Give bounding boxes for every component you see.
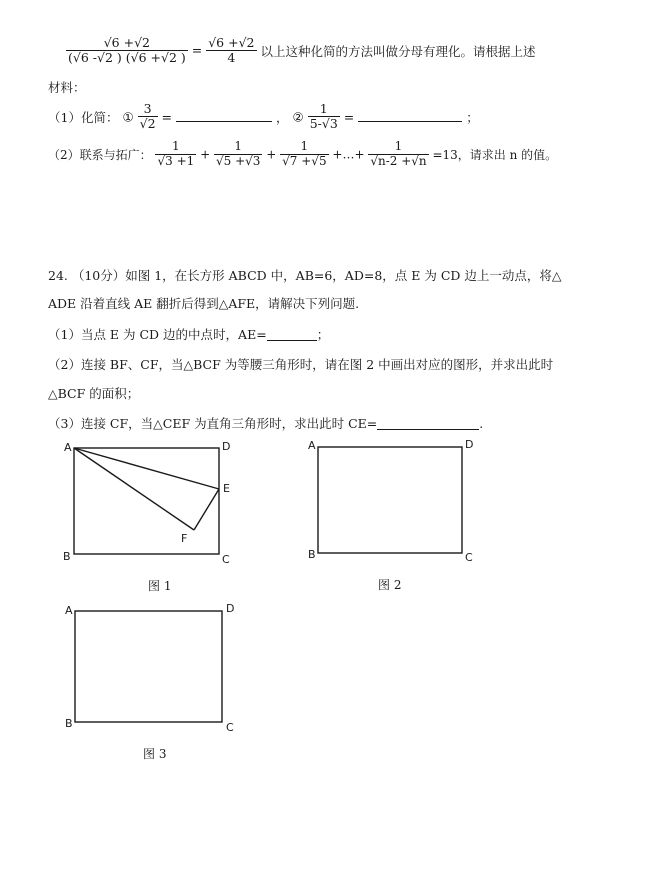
figure-1-rectangle: [74, 448, 219, 554]
figure-1-line-af: [74, 448, 194, 530]
part1-fraction-2: [308, 102, 340, 132]
fraction-a-numerator: √6 +√2: [103, 35, 151, 50]
series-term-n: [368, 140, 428, 169]
figure-3-caption: 图 3: [143, 747, 167, 761]
figure-2-rectangle: [318, 447, 462, 553]
series-term-n-numerator: 1: [394, 139, 403, 153]
figure-2-label-a: A: [308, 439, 316, 452]
q24-sub-3-text: （3）连接 CF，当△CEF 为直角三角形时，求出此时 CE=: [48, 416, 378, 431]
answer-blank-ce[interactable]: [377, 417, 479, 430]
figure-2-label-d: D: [465, 438, 474, 451]
figure-1-line-ae: [74, 448, 219, 489]
part1-line: [48, 102, 479, 132]
figure-2-caption: 图 2: [378, 578, 402, 592]
q24-sub-3: [48, 414, 483, 432]
series-term-1-numerator: 1: [172, 139, 180, 153]
equals-sign: =: [161, 109, 173, 125]
top-text-continued: 材料：: [48, 80, 86, 95]
part1-label: （1）化简：: [48, 109, 119, 125]
answer-blank-ae[interactable]: [267, 328, 317, 341]
figure-3-label-d: D: [226, 602, 235, 615]
plus-sign: +: [200, 147, 211, 162]
semicolon: ；: [466, 109, 479, 125]
equals-sign: =: [343, 109, 355, 125]
q24-line-1: 24. （10分）如图 1，在长方形 ABCD 中，AB=6，AD=8，点 E 为 CD 边上一动点，将△: [48, 268, 562, 283]
series-term-2-numerator: 1: [234, 139, 243, 153]
figure-2-label-b: B: [308, 548, 316, 561]
series-term-1-denominator: √3 +1: [157, 153, 195, 168]
part1-fraction-1-denominator: √2: [139, 116, 156, 132]
figure-1-label-c: C: [222, 553, 230, 566]
figure-3-label-a: A: [65, 604, 73, 617]
q24-sub-1-text: （1）当点 E 为 CD 边的中点时，AE=: [48, 327, 267, 342]
figure-3-label-b: B: [65, 717, 73, 730]
series-term-2: [214, 140, 262, 169]
part2-tail: =13，请求出 n 的值。: [432, 147, 558, 162]
equals-sign: =: [191, 42, 203, 58]
part2-line: [48, 140, 557, 169]
part1-fraction-1-numerator: 3: [143, 101, 152, 116]
top-text: 以上这种化简的方法叫做分母有理化。请根据上述: [260, 43, 536, 59]
q24-sub-1: [48, 325, 329, 343]
q24-sub-2-line-2: △BCF 的面积；: [48, 386, 140, 401]
part2-label: （2）联系与拓广：: [48, 147, 152, 162]
series-term-n-denominator: √n-2 +√n: [370, 153, 427, 168]
fraction-a-denominator: (√6 -√2 ) (√6 +√2 ): [68, 50, 186, 66]
figure-1-label-b: B: [63, 550, 71, 563]
figure-1-label-a: A: [64, 441, 72, 454]
answer-blank-1[interactable]: [176, 109, 272, 122]
figure-1-label-f: F: [181, 532, 188, 545]
q24-line-2: ADE 沿着直线 AE 翻折后得到△AFE，请解决下列问题.: [48, 296, 360, 311]
circle-two: ②: [292, 109, 304, 125]
circle-one: ①: [122, 109, 134, 125]
figure-1-line-fe: [194, 489, 219, 530]
series-term-3: [280, 140, 328, 169]
answer-blank-2[interactable]: [358, 109, 462, 122]
top-formula-line: [66, 36, 536, 66]
figure-3-label-c: C: [226, 721, 234, 734]
figure-1-caption: 图 1: [148, 579, 172, 593]
ellipsis-plus: +…+: [332, 147, 365, 162]
q24-sub-3-end: .: [479, 416, 484, 431]
fraction-b-numerator: √6 +√2: [208, 35, 255, 50]
figure-1-label-e: E: [223, 482, 230, 495]
fraction-b: [206, 36, 256, 66]
fraction-b-denominator: 4: [227, 50, 236, 66]
series-term-3-denominator: √7 +√5: [282, 153, 327, 168]
part1-fraction-2-numerator: 1: [319, 101, 328, 116]
q24-sub-1-end: ；: [316, 327, 330, 342]
comma: ，: [276, 109, 289, 125]
series-term-2-denominator: √5 +√3: [215, 153, 261, 168]
series-term-1: [155, 140, 196, 169]
fraction-a: [66, 36, 188, 66]
figure-1-label-d: D: [222, 440, 231, 453]
part1-fraction-1: [138, 102, 158, 132]
figure-3-rectangle: [75, 611, 222, 722]
series-term-3-numerator: 1: [300, 139, 309, 153]
part1-fraction-2-denominator: 5-√3: [309, 116, 338, 132]
figure-2-label-c: C: [465, 551, 473, 564]
q24-sub-2-line-1: （2）连接 BF、CF，当△BCF 为等腰三角形时，请在图 2 中画出对应的图形，并求出此时: [48, 357, 554, 372]
plus-sign: +: [266, 147, 277, 162]
